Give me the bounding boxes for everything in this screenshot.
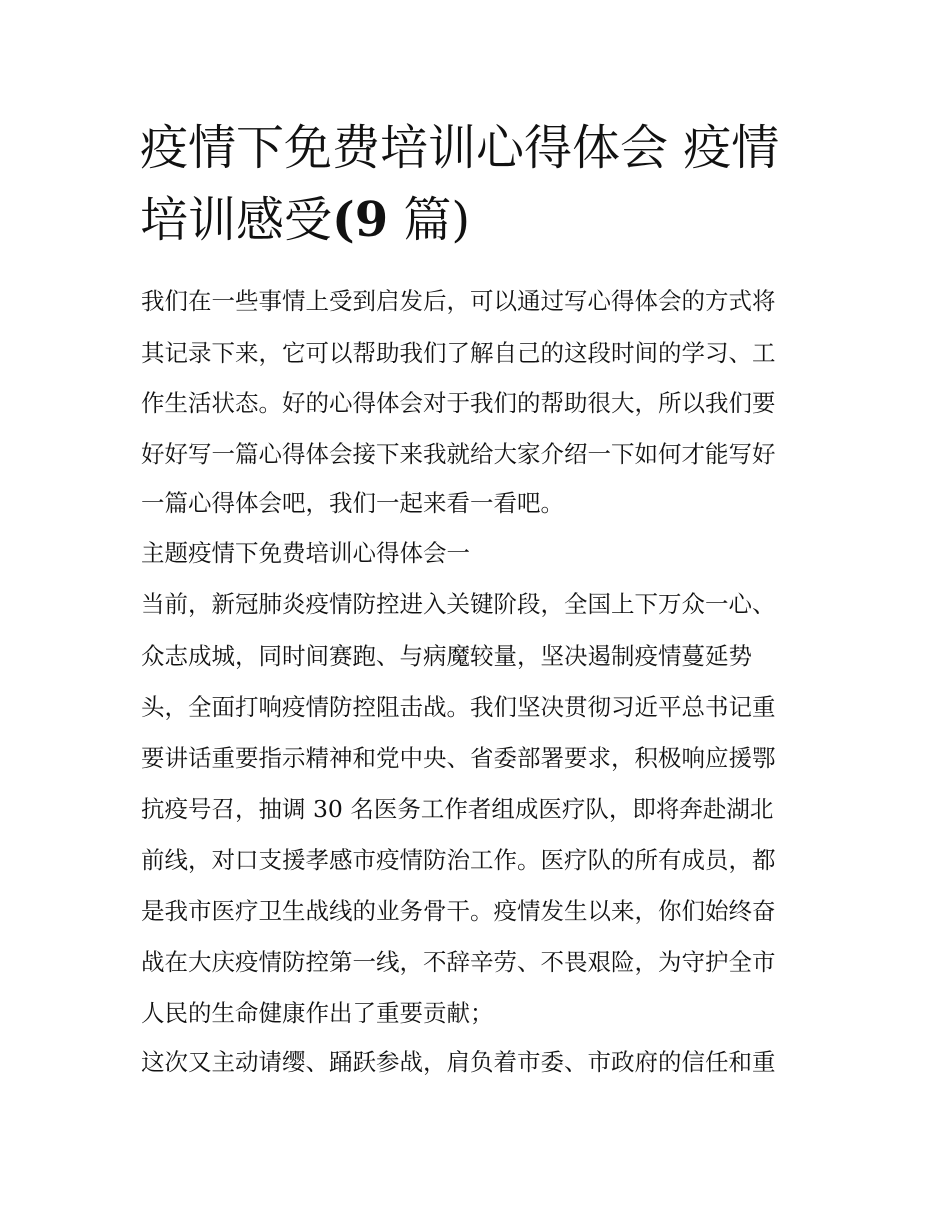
- document-title: [140, 112, 820, 256]
- section-heading: 主题疫情下免费培训心得体会一: [141, 539, 470, 567]
- body-line: 头，全面打响疫情防控阻击战。我们坚决贯彻习近平总书记重: [141, 693, 776, 721]
- body-line: 其记录下来，它可以帮助我们了解自己的这段时间的学习、工: [141, 339, 776, 367]
- body-line: 要讲话重要指示精神和党中央、省委部署要求，积极响应援鄂: [141, 744, 776, 772]
- body-line: 这次又主动请缨、踊跃参战，肩负着市委、市政府的信任和重: [141, 1048, 776, 1076]
- body-line: 人民的生命健康作出了重要贡献；: [141, 999, 494, 1027]
- body-line: 众志成城，同时间赛跑、与病魔较量，坚决遏制疫情蔓延势: [141, 642, 752, 670]
- title-suffix: 篇): [388, 192, 471, 248]
- body-line: 作生活状态。好的心得体会对于我们的帮助很大，所以我们要: [141, 389, 776, 417]
- body-line: 战在大庆疫情防控第一线，不辞辛劳、不畏艰险，为守护全市: [141, 948, 776, 976]
- body-line: 一篇心得体会吧，我们一起来看一看吧。: [141, 489, 564, 517]
- body-line: 前线，对口支援孝感市疫情防治工作。医疗队的所有成员，都: [141, 846, 776, 874]
- title-count: (9: [332, 192, 389, 248]
- body-line: 好好写一篇心得体会接下来我就给大家介绍一下如何才能写好: [141, 440, 776, 468]
- body-line: 抗疫号召，抽调 30 名医务工作者组成医疗队，即将奔赴湖北: [141, 795, 774, 823]
- body-line: 我们在一些事情上受到启发后，可以通过写心得体会的方式将: [141, 287, 776, 315]
- body-line: 是我市医疗卫生战线的业务骨干。疫情发生以来，你们始终奋: [141, 897, 776, 925]
- body-line: 当前，新冠肺炎疫情防控进入关键阶段，全国上下万众一心、: [141, 590, 776, 618]
- title-text: 疫情下免费培训心得体会 疫情培训感受: [140, 120, 780, 248]
